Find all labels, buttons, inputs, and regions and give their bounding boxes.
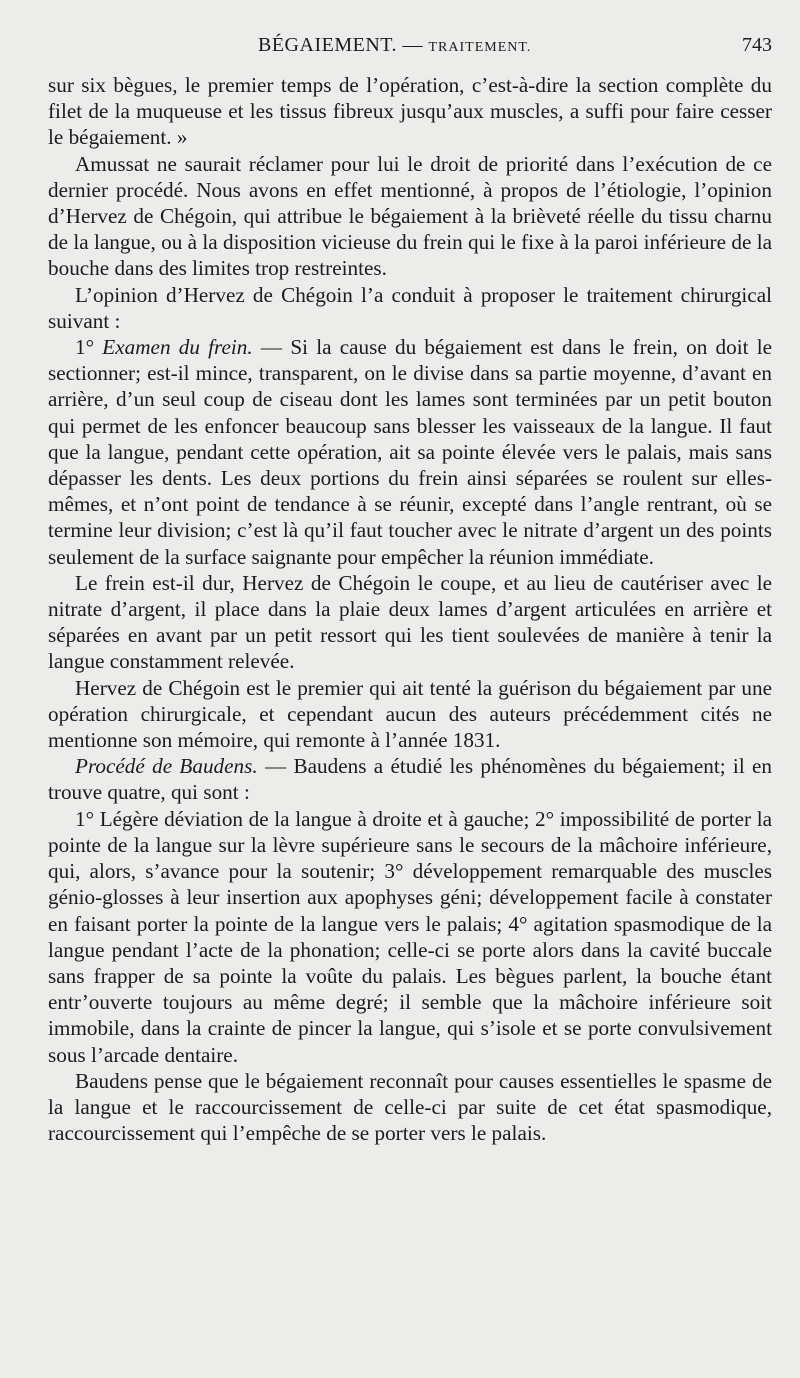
running-title-main: BÉGAIEMENT. — [258, 34, 397, 56]
paragraph-9-text: Baudens pense que le bégaiement reconnaît pour causes essentielles le spasme de la langue et le raccourcissement de celle-ci par suite de cet état spasmodique, raccourcissement qui l’empêche de se porter vers le palais. — [48, 1068, 772, 1146]
paragraph-1 — [48, 72, 772, 151]
paragraph-5 — [48, 570, 772, 675]
paragraph-6 — [48, 675, 772, 754]
page-number: 743 — [742, 34, 772, 56]
running-header — [48, 34, 772, 64]
paragraph-3 — [48, 282, 772, 334]
paragraph-7-heading: Procédé de Baudens. — [75, 754, 258, 779]
paragraph-2-text: Amussat ne saurait réclamer pour lui le droit de priorité dans l’exécution de ce dernier procédé. Nous avons en effet mentionné, à propos de l’étiologie, l’opinion d’Hervez de Chégoin, qui attribue le bégaiement à la brièveté réelle du tissu charnu de la langue, ou à la disposition vicieuse du frein qui le fixe à la paroi inférieure de la bouche dans des limites trop restreintes. — [48, 151, 772, 281]
paragraph-4-heading: Examen du frein. — [102, 335, 253, 360]
paragraph-4 — [48, 334, 772, 570]
running-title-sub: TRAITEMENT. — [428, 40, 532, 55]
running-title — [258, 34, 531, 57]
paragraph-4-lead: 1° — [75, 335, 103, 360]
running-title-dash: — — [397, 34, 429, 56]
paragraph-4-text: — Si la cause du bégaiement est dans le frein, on doit le sectionner; est-il mince, transparent, on le divise dans sa partie moyenne, d’avant en arrière, d’un seul coup de ciseau dont les lames sont terminées par un petit bouton qui permet de les enfoncer beaucoup sans blesser les vaisseaux de la langue. Il faut que la langue, pendant cette opération, ait sa pointe élevée vers le palais, mais sans dépasser les dents. Les deux portions du frein ainsi séparées se roulent sur elles-mêmes, et n’ont point de tendance à se réunir, excepté dans l’angle rentrant, où se termine leur division; c’est là qu’il faut toucher avec le nitrate d’argent un des points seulement de la surface saignante pour empêcher la réunion immédiate. — [48, 335, 773, 569]
paragraph-7 — [48, 753, 772, 805]
paragraph-2 — [48, 151, 772, 282]
paragraph-5-text: Le frein est-il dur, Hervez de Chégoin le coupe, et au lieu de cautériser avec le nitrate d’argent, il place dans la plaie deux lames d’argent articulées en arrière et séparées en avant par un petit ressort qui les tient soulevées de manière à tenir la langue constamment relevée. — [48, 570, 772, 674]
paragraph-7-text: — Baudens a étudié les phénomènes du bégaiement; il en trouve quatre, qui sont : — [48, 754, 773, 805]
paragraph-8-text: 1° Légère déviation de la langue à droite et à gauche; 2° impossibilité de porter la pointe de la langue sur la lèvre supérieure sans le secours de la mâchoire inférieure, qui, alors, s’avance pour la soutenir; 3° développement remarquable des muscles génio-glosses à leur insertion aux apophyses géni; développement facile à constater en faisant porter la pointe de la langue vers le palais; 4° agitation spasmodique de la langue pendant l’acte de la phonation; celle-ci se porte alors dans la cavité buccale sans frapper de sa pointe la voûte du palais. Les bègues parlent, la bouche étant entr’ouverte toujours au même degré; il semble que la mâchoire inférieure soit immobile, dans la crainte de pincer la langue, qui s’isole et se porte convulsivement sous l’arcade dentaire. — [48, 806, 772, 1067]
body-text — [48, 72, 772, 1146]
paragraph-9 — [48, 1068, 772, 1147]
paragraph-6-text: Hervez de Chégoin est le premier qui ait tenté la guérison du bégaiement par une opération chirurgicale, et cependant aucun des auteurs précédemment cités ne mentionne son mémoire, qui remonte à l’année 1831. — [48, 675, 772, 753]
paragraph-3-text: L’opinion d’Hervez de Chégoin l’a conduit à proposer le traitement chirurgical suivant : — [48, 282, 772, 333]
paragraph-1-text: sur six bègues, le premier temps de l’opération, c’est-à-dire la section complète du filet de la muqueuse et les tissus fibreux jusqu’aux muscles, a suffi pour faire cesser le bégaiement. » — [48, 73, 772, 150]
paragraph-8 — [48, 806, 772, 1068]
